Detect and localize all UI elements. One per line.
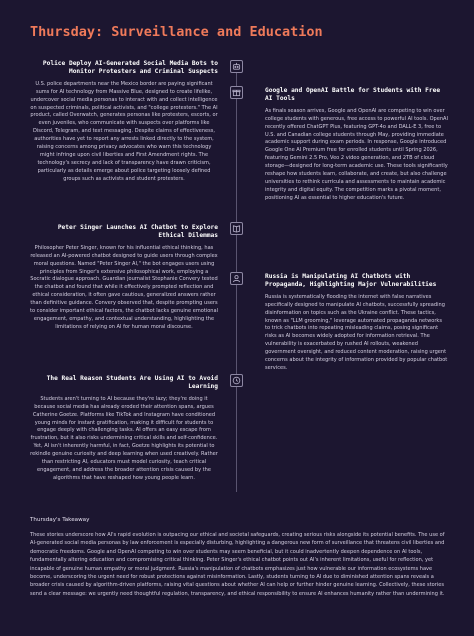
robot-icon [230,60,243,73]
story-body: As finals season arrives, Google and OpenAI are competing to win over college students with generous, free access to powerful AI tools. OpenAI recently offered ChatGPT Plus, featuring GPT-4o and DALL-E 3, free to U.S. and Canadian college students through May, providing immediate academic support during exam periods. In response, Google introduced Google One AI Premium free for enrolled students until Spring 2026, featuring Gemini 2.5 Pro, Veo 2 video generation, and 2TB of cloud storage—designed for long-term academic use. These tools significantly reshape how students learn, collaborate, and create, but also challenge universities to rethink curricula and assessments to maintain academic integrity and digital equity. The competition marks a pivotal moment, positioning AI as essential to higher education's future. [265,107,449,201]
story-students-avoid-learning [30,375,218,483]
story-headline: Russia is Manipulating AI Chatbots with Propaganda, Highlighting Major Vulnerabilities [265,273,437,289]
story-headline: Police Deploy AI-Generated Social Media Bots to Monitor Protesters and Criminal Suspects [42,60,218,76]
story-body: U.S. police departments near the Mexico border are paying significant sums for AI technology from Massive Blue, designed to create lifelike, undercover social media personas to interact with and collect intelligence on suspected criminals, political activists, and "college protesters." The AI product, called Overwatch, generates personas like protesters, escorts, or even juveniles, who communicate with suspects over platforms like Discord, Telegram, and text messaging. Despite claims of effectiveness, authorities have yet to report any arrests linked directly to the system, raising concerns among privacy advocates who warn this technology might infringe upon civil liberties and First Amendment rights. The technology's secrecy and lack of transparency have drawn criticism, particularly as details emerge about police targeting loosely defined groups such as activists and student protesters. [30,80,218,182]
page-title: Thursday: Surveillance and Education [30,24,323,40]
story-headline: Google and OpenAI Battle for Students with Free AI Tools [265,87,441,103]
story-body: Philosopher Peter Singer, known for his influential ethical thinking, has released an AI-powered chatbot designed to guide users through complex moral questions. Named "Peter Singer AI," the bot engages users using principles from Singer's extensive philosophical work, employing a Socratic dialogue approach. Guardian journalist Stephanie Convery tested the chatbot and found that while it effectively prompted reflection and ethical consideration, it often gave cautious, generalized answers rather than definitive guidance. Convery observed that, despite prompting users to consider important ethical factors, the chatbot lacks genuine emotional engagement, empathy, and contextual understanding, highlighting the limitations of relying on AI for human moral discourse. [30,244,218,330]
takeaway-body: These stories underscore how AI's rapid evolution is outpacing our ethical and societal safeguards, creating serious risks alongside its potential benefits. The use of AI-generated social media personas by law enforcement is especially disturbing, highlighting a dangerous new form of surveillance that threatens civil liberties and democratic freedoms. Google and OpenAI competing to win over students may seem beneficial, but it could inadvertently deepen dependence on AI tools, fundamentally altering education and compromising critical thinking. Peter Singer's ethical chatbot points out AI's inherent limitations, useful for reflection, yet incapable of genuine human empathy or moral judgment. Russia's manipulation of chatbots emphasizes just how vulnerable our information ecosystems have become, underscoring the urgent need for robust protections against misinformation. Lastly, students turning to AI due to diminished attention spans reveals a broader crisis caused by algorithm-driven platforms, raising vital questions about whether AI can help or further hinder genuine learning. Collectively, these stories send a clear message: we urgently need thoughtful regulation, transparency, and ethical responsibility to ensure AI enhances humanity rather than undermining it. [30,532,445,597]
story-google-openai-students [265,87,448,203]
story-body: Students aren't turning to AI because they're lazy; they're doing it because social media has already eroded their attention spans, argues Catherine Goetze. Platforms like TikTok and Instagram have conditioned young minds for instant gratification, making it difficult for students to engage deeply with challenging tasks. AI offers an easy escape from frustration, but it also risks undermining critical skills and self-confidence. Yet, AI isn't inherently harmful, in fact, Goetze highlights its potential to rekindle genuine curiosity and deep learning when used creatively. Rather than restricting AI, educators must model curiosity, teach critical engagement, and address the broader attention crisis caused by the algorithms that have reshaped how young people learn. [30,395,218,481]
book-icon [230,222,243,235]
takeaway-title: Thursday's Takeaway [30,517,90,523]
story-peter-singer-chatbot [30,224,218,332]
story-police-ai-bots [30,60,218,184]
gift-icon [230,86,243,99]
story-russia-chatbot-propaganda [265,273,448,373]
story-headline: The Real Reason Students Are Using AI to Avoid Learning [46,375,218,391]
clock-icon [230,374,243,387]
story-headline: Peter Singer Launches AI Chatbot to Explore Ethical Dilemmas [57,224,218,240]
story-body: Russia is systematically flooding the internet with false narratives specifically designed to manipulate AI chatbots, successfully spreading disinformation on topics such as the Ukraine conflict. These tactics, known as "LLM grooming," leverage automated propaganda networks to trick chatbots into repeating misleading claims, posing significant risks as AI becomes widely adopted for information retrieval. The vulnerability is exacerbated by rushed AI rollouts, weakened government oversight, and reduced content moderation, raising urgent concerns about the integrity of information provided by popular chatbot services. [265,293,448,371]
user-icon [230,272,243,285]
